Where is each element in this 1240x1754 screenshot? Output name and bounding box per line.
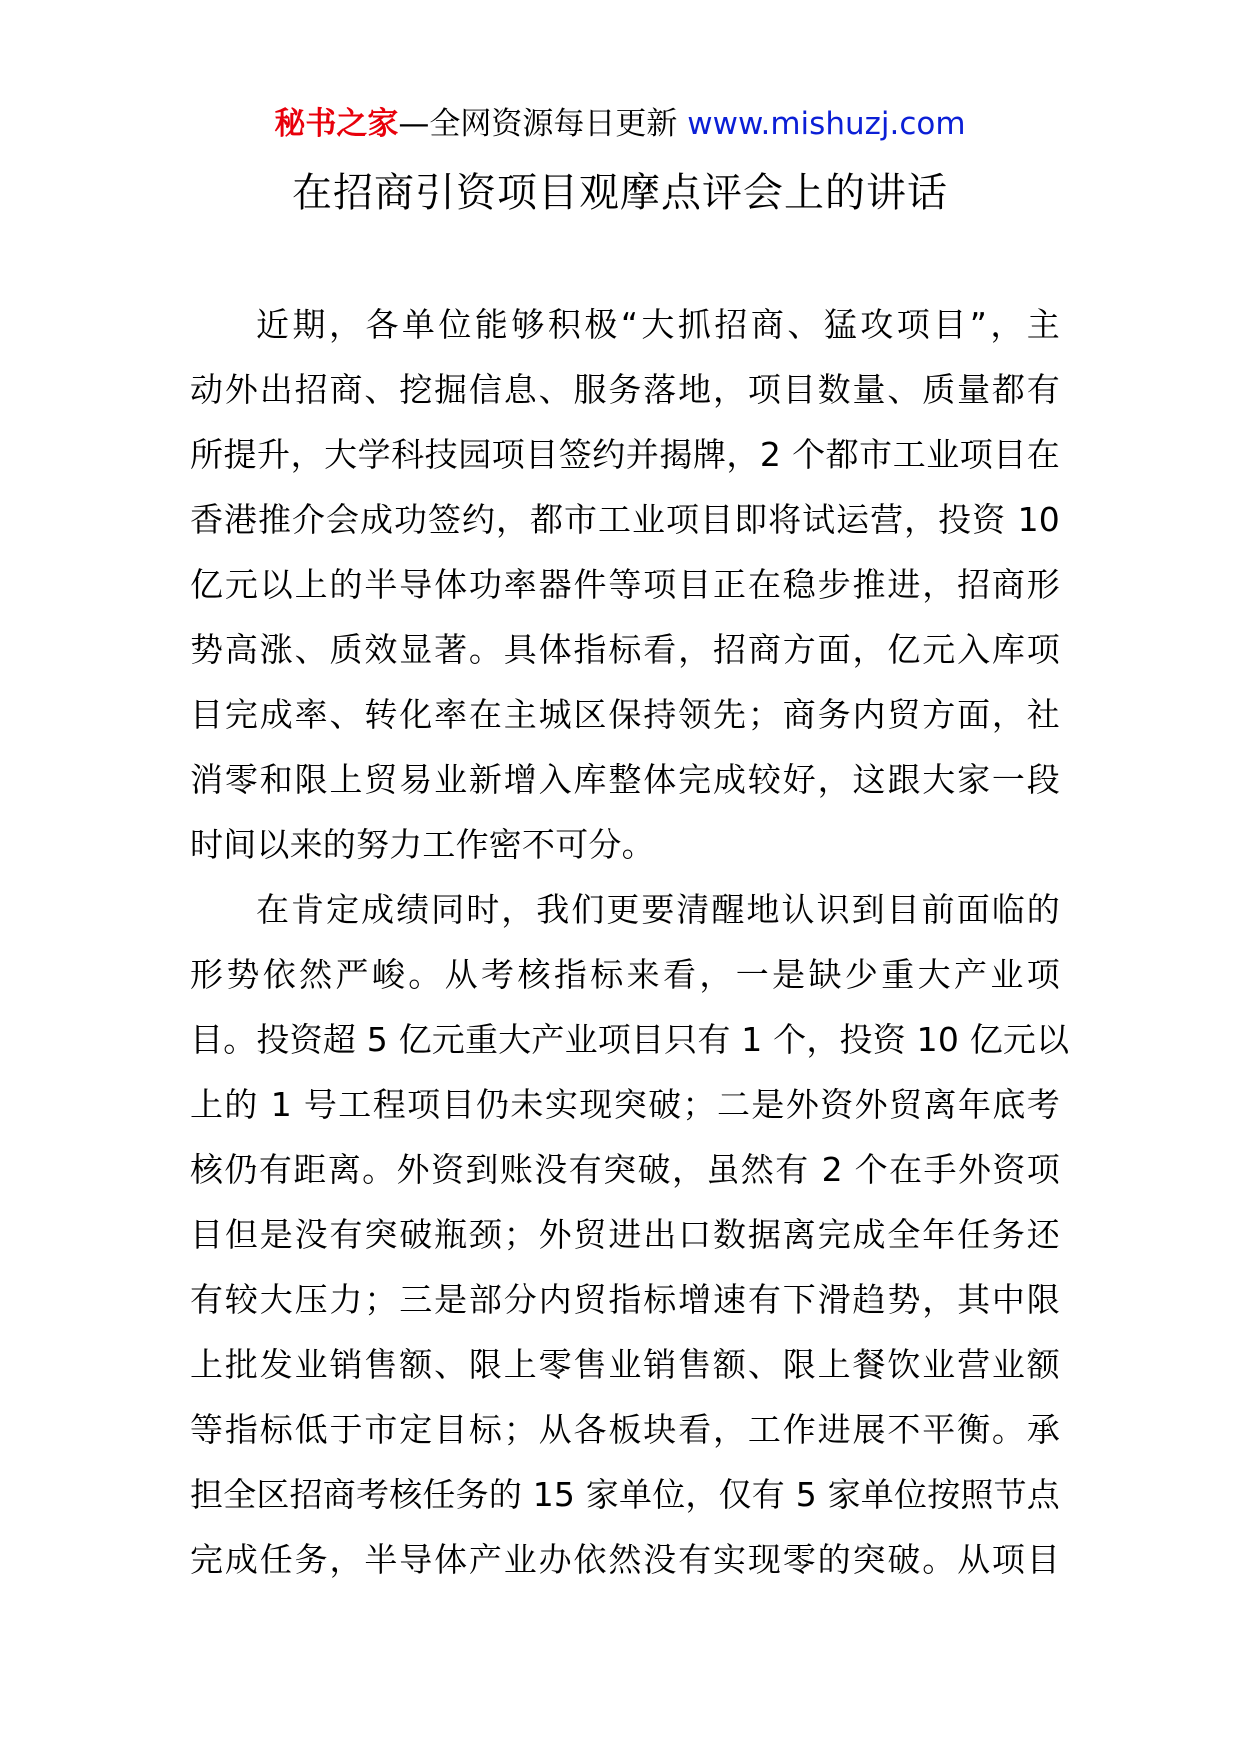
paragraph-line: 有较大压力；三是部分内贸指标增速有下滑趋势，其中限 bbox=[190, 1280, 1060, 1319]
site-header bbox=[0, 104, 1240, 144]
paragraph-line: 核仍有距离。外资到账没有突破，虽然有 2 个在手外资项 bbox=[190, 1150, 1060, 1189]
paragraph-line: 时间以来的努力工作密不可分。 bbox=[190, 825, 655, 864]
paragraph-line: 亿元以上的半导体功率器件等项目正在稳步推进，招商形 bbox=[190, 565, 1060, 604]
paragraph-line: 目完成率、转化率在主城区保持领先；商务内贸方面，社 bbox=[190, 695, 1060, 734]
paragraph-line: 目但是没有突破瓶颈；外贸进出口数据离完成全年任务还 bbox=[190, 1215, 1060, 1254]
paragraph-line: 消零和限上贸易业新增入库整体完成较好，这跟大家一段 bbox=[190, 760, 1060, 799]
paragraph-line: 目。投资超 5 亿元重大产业项目只有 1 个，投资 10 亿元以 bbox=[190, 1020, 1070, 1059]
paragraph-line: 完成任务，半导体产业办依然没有实现零的突破。从项目 bbox=[190, 1540, 1060, 1579]
paragraph-line: 等指标低于市定目标；从各板块看，工作进展不平衡。承 bbox=[190, 1410, 1060, 1449]
paragraph-line: 香港推介会成功签约，都市工业项目即将试运营，投资 10 bbox=[190, 500, 1060, 539]
document-title: 在招商引资项目观摩点评会上的讲话 bbox=[292, 170, 948, 216]
site-url-link[interactable]: www.mishuzj.com bbox=[687, 106, 966, 142]
paragraph-line: 所提升，大学科技园项目签约并揭牌，2 个都市工业项目在 bbox=[190, 435, 1060, 474]
header-tagline: —全网资源每日更新 bbox=[398, 106, 678, 142]
paragraph-2 bbox=[190, 877, 1070, 1592]
paragraph-line: 形势依然严峻。从考核指标来看，一是缺少重大产业项 bbox=[190, 955, 1060, 994]
paragraph-line: 上的 1 号工程项目仍未实现突破；二是外资外贸离年底考 bbox=[190, 1085, 1061, 1124]
document-body bbox=[190, 292, 1070, 1592]
paragraph-line: 动外出招商、挖掘信息、服务落地，项目数量、质量都有 bbox=[190, 370, 1060, 409]
paragraph-line: 近期，各单位能够积极“大抓招商、猛攻项目”，主 bbox=[256, 305, 1060, 344]
paragraph-line: 在肯定成绩同时，我们更要清醒地认识到目前面临的 bbox=[256, 890, 1060, 929]
paragraph-line: 上批发业销售额、限上零售业销售额、限上餐饮业营业额 bbox=[190, 1345, 1060, 1384]
paragraph-1 bbox=[190, 292, 1060, 877]
paragraph-line: 势高涨、质效显著。具体指标看，招商方面，亿元入库项 bbox=[190, 630, 1060, 669]
brand-name: 秘书之家 bbox=[274, 106, 399, 142]
paragraph-line: 担全区招商考核任务的 15 家单位，仅有 5 家单位按照节点 bbox=[190, 1475, 1060, 1514]
